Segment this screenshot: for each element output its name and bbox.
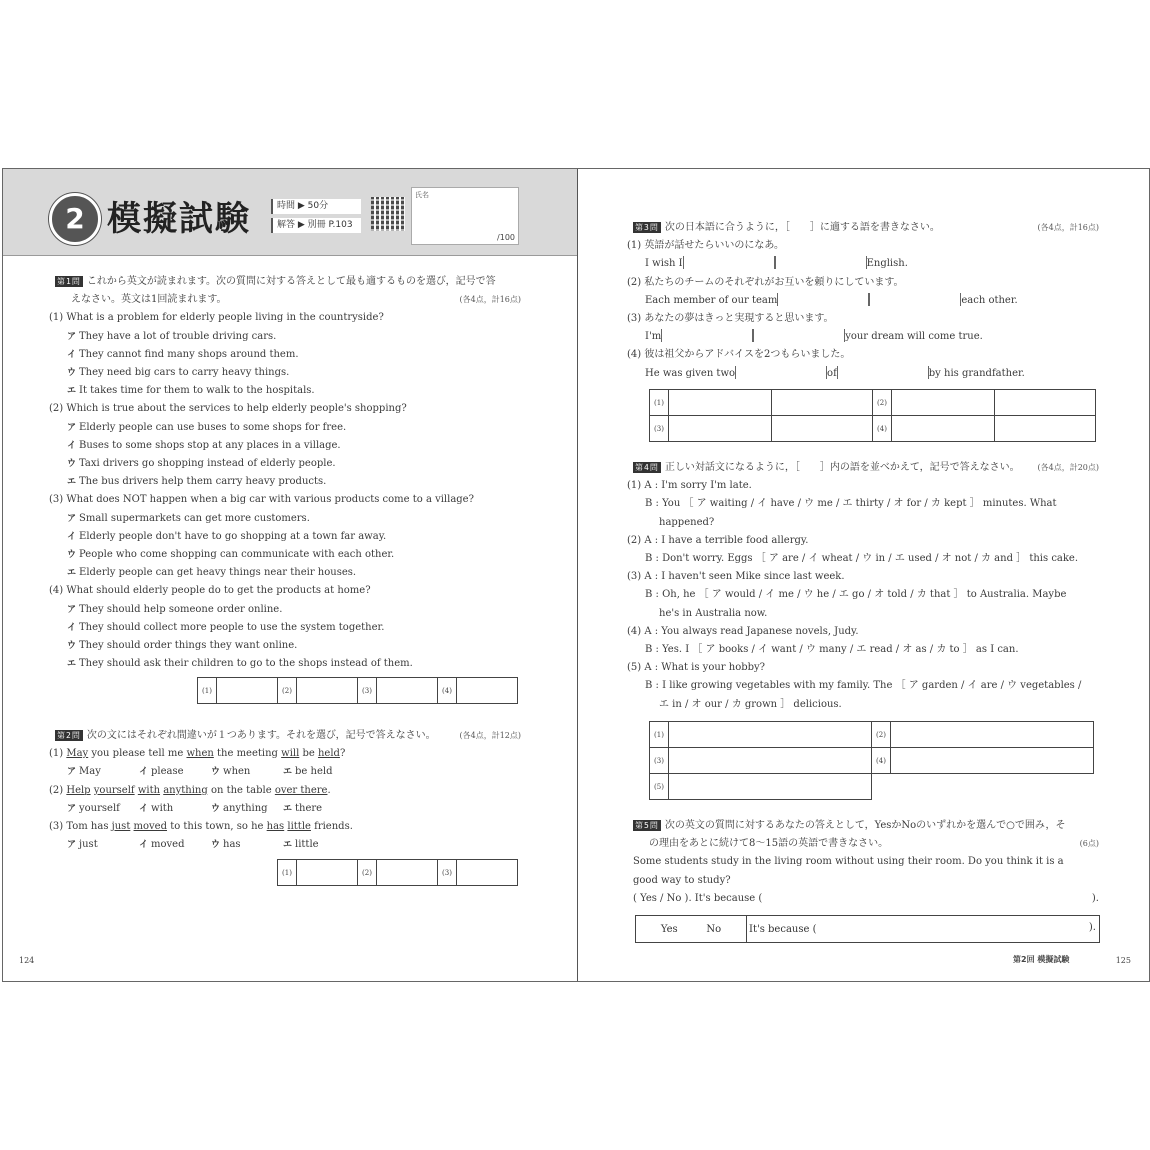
sentence-text: . [327,784,331,796]
english-sentence [627,255,1099,273]
option-key: エ [283,840,293,851]
answer-option [49,655,521,673]
blank-box[interactable] [683,256,775,269]
underlined-word: little [287,821,311,833]
answer-cell[interactable] [891,748,1094,774]
option-key: ア [67,840,77,851]
option-text: with [151,802,174,814]
answer-cell[interactable] [669,722,872,748]
instruction: 次の英文の質問に対するあなたの答えとして，YesかNoのいずれかを選んで○で囲み，そ [664,820,1066,831]
instruction-cont: の理由をあとに続けて8～15語の英語で書きなさい。 [649,838,889,850]
instruction: 次の日本語に合うように，［ ］に適する語を書きなさい。 [664,222,940,233]
option-text: They should ask their children to go to the shops instead of them. [79,658,413,670]
sentence-text: ? [339,748,346,760]
points: (各4点，計20点) [1037,463,1099,472]
answer-label: (2) [872,722,891,748]
dialogue-line: (5) A : What is your hobby? [627,662,766,674]
option-text: The bus drivers help them carry heavy products. [79,476,327,488]
points: (各4点，計12点) [459,731,521,740]
dialogue-line: (4) A : You always read Japanese novels, Judy. [627,625,859,637]
answer-grid-q5 [635,915,1100,943]
answer-option [49,346,521,364]
answer-label: (2) [873,390,892,416]
question-4 [627,459,1099,714]
answer-cell[interactable] [892,416,995,442]
sentence-text: Tom has [66,821,112,833]
page-title: 模擬試験 [107,199,251,239]
page-number: 125 [1115,956,1131,965]
option-key: ウ [211,840,221,851]
english-sentence [627,365,1099,383]
answer-label: (1) [278,860,297,886]
no-option[interactable]: No [706,923,722,935]
option-text: when [223,766,251,778]
answer-ref-label: 解答 ▶ 別冊 P.103 [271,218,361,233]
sentence-text: your dream will come true. [845,331,983,343]
answer-cell[interactable] [377,678,438,704]
exam-meta [271,199,361,237]
option-key: エ [67,659,77,670]
instruction-cont: えなさい。英文は1回読まれます。 [71,294,227,306]
right-page [579,169,1149,981]
option-text: May [79,766,101,778]
option-key: ア [67,803,77,814]
option-text: yourself [79,802,120,814]
answer-option [49,473,521,491]
answer-option [139,836,211,854]
question-5 [633,817,1099,908]
blank-box[interactable] [661,329,753,342]
answer-option [49,528,521,546]
sentence-text: on the table [207,784,275,796]
japanese-prompt: (3) あなたの夢はきっと実現すると思います。 [627,313,834,325]
answer-cell[interactable] [772,390,873,416]
answer-option [283,836,355,854]
instruction: 正しい対話文になるように，［ ］内の語を並べかえて，記号で答えなさい。 [664,462,1020,473]
answer-cell[interactable] [457,678,518,704]
instruction: 次の文にはそれぞれ間違いが１つあります。それを選び，記号で答えなさい。 [86,730,436,741]
answer-option [49,546,521,564]
underlined-word: just [111,821,131,833]
answer-label: (3) [358,678,377,704]
qr-code-icon[interactable] [371,197,405,231]
blank-box[interactable] [735,366,827,379]
question-tag: 第2問 [57,731,81,740]
instruction: これから英文が読まれます。次の質問に対する答えとして最も適するものを選び，記号で答 [86,276,496,287]
answer-option [49,437,521,455]
option-key: エ [67,386,77,397]
answer-label: (4) [873,416,892,442]
question-1 [49,273,521,673]
book-spread [2,168,1150,982]
time-label: 時間 ▶ 50分 [271,199,361,214]
option-text: Elderly people can use buses to some shops for free. [79,421,347,433]
blank-box[interactable] [869,293,961,306]
underlined-word: yourself [93,784,135,796]
blank-box[interactable] [777,293,869,306]
answer-option [49,637,521,655]
option-text: They should collect more people to use the system together. [79,621,385,633]
option-key: ウ [67,368,77,379]
answer-grid-q2 [277,859,518,886]
underlined-word: anything [163,784,208,796]
underlined-word: when [186,748,214,760]
left-page [3,169,577,981]
answer-cell[interactable] [669,748,872,774]
option-text: Buses to some shops stop at any places in a village. [79,439,341,451]
option-text: Elderly people don't have to go shopping at a town far away. [79,530,387,542]
answer-cell[interactable] [669,416,772,442]
underlined-word: will [281,748,300,760]
dialogue-line: (1) A : I'm sorry I'm late. [627,480,752,492]
option-key: エ [67,477,77,488]
prompt-line: Some students study in the living room without using their room. Do you think it is a [633,856,1064,868]
dialogue-line: happened? [659,516,715,528]
question-number: (3) [49,821,67,833]
answer-option [49,419,521,437]
answer-option [49,364,521,382]
answer-option [49,328,521,346]
options-row [49,763,521,781]
option-key: イ [67,622,77,633]
sentence-text: each other. [961,294,1018,306]
sentence-text: Each member of our team [645,294,778,306]
question-tag: 第4問 [635,463,659,472]
reason-cell[interactable] [747,916,1100,943]
answer-option [49,382,521,400]
points: (各4点，計16点) [1037,223,1099,232]
reason-end: ). [1088,922,1096,933]
answer-cell[interactable] [297,860,358,886]
prompt-line: good way to study? [633,874,731,886]
name-score-box[interactable] [411,187,519,245]
answer-label: (4) [438,678,457,704]
underlined-word: moved [133,821,168,833]
question-text: (1) What is a problem for elderly people living in the countryside? [49,312,384,324]
answer-option [67,836,139,854]
answer-option [283,763,355,781]
answer-cell[interactable] [995,416,1096,442]
sentence-text: I'm [645,331,662,343]
answer-grid-q3 [649,389,1096,442]
option-key: ウ [211,803,221,814]
option-key: エ [283,767,293,778]
option-text: Small supermarkets can get more customers. [79,512,310,524]
english-sentence [627,292,1099,310]
answer-cell[interactable] [892,390,995,416]
option-key: ア [67,513,77,524]
underlined-word: with [137,784,161,796]
blank-box[interactable] [753,329,845,342]
option-text: little [295,839,319,851]
name-label: 氏名 [415,191,429,199]
points: (6点) [1079,839,1099,849]
answer-label: (1) [198,678,217,704]
score-label: /100 [497,233,515,242]
answer-label: (4) [872,748,891,774]
question-sentence [49,782,521,800]
answer-option [283,800,355,818]
option-text: They cannot find many shops around them. [79,348,299,360]
option-key: ア [67,604,77,615]
points: (各4点，計16点) [459,295,521,305]
options-row [49,800,521,818]
answer-option [49,564,521,582]
option-text: People who come shopping can communicate with each other. [79,549,395,561]
option-key: ウ [67,641,77,652]
option-key: エ [283,803,293,814]
option-text: They need big cars to carry heavy things. [79,367,290,379]
option-key: イ [67,440,77,451]
underlined-word: over there [274,784,328,796]
answer-option [67,763,139,781]
answer-label: (1) [650,390,669,416]
option-key: エ [67,568,77,579]
answer-option [49,619,521,637]
answer-label: (3) [438,860,457,886]
japanese-prompt: (1) 英語が話せたらいいのになあ。 [627,240,784,252]
question-3 [627,219,1099,383]
blank-box[interactable] [775,256,867,269]
option-text: be held [295,766,333,778]
option-text: anything [223,802,268,814]
question-sentence [49,745,521,763]
underlined-word: held [317,748,340,760]
answer-option [211,800,283,818]
page-footer: 第2回 模擬試験 [1013,955,1070,964]
option-text: just [79,839,98,851]
option-text: has [223,839,241,851]
sentence-text: friends. [310,821,353,833]
option-key: イ [139,803,149,814]
sentence-text: the meeting [213,748,282,760]
answer-cell[interactable] [669,774,872,800]
answer-cell[interactable] [891,722,1094,748]
answer-label: (2) [278,678,297,704]
answer-option [139,763,211,781]
underlined-word: Help [66,784,91,796]
sentence-text: English. [866,258,908,270]
answer-option [211,836,283,854]
answer-cell[interactable] [772,416,873,442]
answer-cell[interactable] [377,860,438,886]
sentence-text: of [827,367,837,379]
exam-header [3,169,577,256]
question-number: (1) [49,748,67,760]
question-text: (2) Which is true about the services to help elderly people's shopping? [49,403,407,415]
yes-no-cell[interactable] [636,916,747,943]
answer-option [49,601,521,619]
option-text: there [295,802,323,814]
dialogue-line: B : Don't worry. Eggs ［ ア are / イ wheat / ウ in / エ used / オ not / カ and ］ this cake. [645,553,1079,565]
yes-option[interactable]: Yes [660,923,678,935]
empty-cell [891,774,1094,800]
option-key: イ [139,767,149,778]
answer-option [211,763,283,781]
sentence-text: I wish I [645,258,683,270]
answer-cell[interactable] [297,678,358,704]
blank-box[interactable] [837,366,929,379]
page-number: 124 [19,956,35,965]
option-text: It takes time for them to walk to the hospitals. [79,385,315,397]
answer-option [67,800,139,818]
answer-label: (3) [650,416,669,442]
answer-option [139,800,211,818]
question-2 [49,727,521,854]
answer-label: (1) [650,722,669,748]
answer-option [49,510,521,528]
dialogue-line: B : You ［ ア waiting / イ have / ウ me / エ thirty / オ for / カ kept ］ minutes. What [645,498,1057,510]
option-key: ア [67,331,77,342]
answer-cell[interactable] [669,390,772,416]
answer-label: (5) [650,774,669,800]
question-tag: 第1問 [57,277,81,286]
option-text: moved [151,839,185,851]
option-key: ウ [211,767,221,778]
answer-format-end: ). [1091,892,1099,904]
dialogue-line: (3) A : I haven't seen Mike since last week. [627,571,845,583]
question-tag: 第5問 [635,821,659,830]
option-key: ア [67,422,77,433]
option-key: ウ [67,459,77,470]
question-number: (2) [49,784,67,796]
reason-start: It's because ( [749,923,817,935]
sentence-text: by his grandfather. [928,367,1025,379]
sentence-text: be [299,748,318,760]
option-text: They have a lot of trouble driving cars. [79,330,277,342]
dialogue-line: エ in / オ our / カ grown ］ delicious. [659,698,842,710]
dialogue-line: B : I like growing vegetables with my family. The ［ ア garden / イ are / ウ vegetables / [645,680,1082,692]
question-text: (4) What should elderly people do to get the products at home? [49,585,371,597]
answer-grid-q1 [197,677,518,704]
sentence-text: He was given two [645,367,736,379]
answer-format: ( Yes / No ). It's because ( [633,892,763,904]
dialogue-line: B : Oh, he ［ ア would / イ me / ウ he / エ go / オ told / カ that ］ to Australia. Maybe [645,589,1067,601]
option-text: Taxi drivers go shopping instead of elderly people. [79,458,336,470]
options-row [49,836,521,854]
answer-grid-q4 [649,721,1094,800]
dialogue-line: he's in Australia now. [659,607,768,619]
sentence-text: you please tell me [88,748,187,760]
question-tag: 第3問 [635,223,659,232]
answer-label: (3) [650,748,669,774]
underlined-word: has [266,821,285,833]
underlined-word: May [66,748,89,760]
japanese-prompt: (2) 私たちのチームのそれぞれがお互いを頼りにしています。 [627,276,904,288]
question-sentence [49,818,521,836]
english-sentence [627,328,1099,346]
dialogue-line: (2) A : I have a terrible food allergy. [627,534,809,546]
answer-cell[interactable] [217,678,278,704]
page-gutter [577,169,578,981]
empty-cell [872,774,891,800]
sentence-text: to this town, so he [167,821,267,833]
option-text: please [151,766,184,778]
option-text: They should help someone order online. [79,603,283,615]
option-key: イ [67,531,77,542]
option-key: ウ [67,550,77,561]
question-text: (3) What does NOT happen when a big car with various products come to a village? [49,494,474,506]
answer-option [49,455,521,473]
answer-label: (2) [358,860,377,886]
option-key: イ [67,349,77,360]
exam-number-badge: 2 [49,193,101,245]
option-key: ア [67,767,77,778]
option-text: They should order things they want online. [79,640,298,652]
option-text: Elderly people can get heavy things near their houses. [79,567,357,579]
answer-cell[interactable] [995,390,1096,416]
japanese-prompt: (4) 彼は祖父からアドバイスを2つもらいました。 [627,349,851,361]
option-key: イ [139,840,149,851]
answer-cell[interactable] [457,860,518,886]
dialogue-line: B : Yes. I ［ ア books / イ want / ウ many / エ read / オ as / カ to ］ as I can. [645,644,1019,656]
